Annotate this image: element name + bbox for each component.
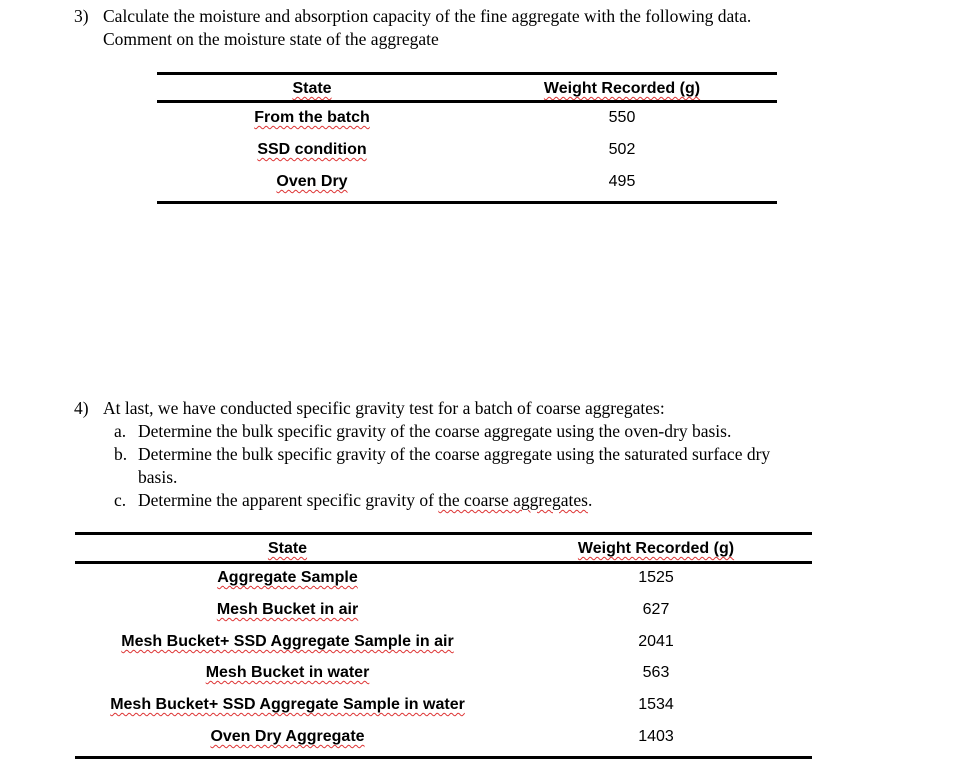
q4-part-letter: a. bbox=[114, 421, 127, 441]
q4-part-text: Determine the bulk specific gravity of the coarse aggregate using the saturated surface dry bbox=[138, 444, 771, 464]
table-row-weight: 627 bbox=[642, 601, 670, 618]
q3-text-line2: Comment on the moisture state of the aggregate bbox=[103, 29, 439, 49]
table-row-weight: 550 bbox=[608, 109, 636, 126]
table-row-weight: 502 bbox=[608, 141, 636, 158]
table-row-weight: 1525 bbox=[638, 569, 674, 586]
table-row-state: From the batch bbox=[254, 109, 370, 126]
q3-text-line1: Calculate the moisture and absorption capacity of the fine aggregate with the following data. bbox=[103, 6, 752, 26]
table-row-weight: 1403 bbox=[638, 728, 674, 745]
table-row-state: Mesh Bucket in air bbox=[216, 601, 359, 618]
table-header-state: State bbox=[267, 540, 308, 557]
table-row-weight: 1534 bbox=[638, 696, 674, 713]
table-row-state: Mesh Bucket+ SSD Aggregate Sample in air bbox=[121, 633, 454, 650]
table-bottom-rule bbox=[157, 201, 777, 204]
q4-intro: At last, we have conducted specific gravity test for a batch of coarse aggregates: bbox=[103, 398, 665, 418]
table-bottom-rule bbox=[75, 756, 812, 759]
q3-number: 3) bbox=[74, 6, 89, 26]
table-header-rule bbox=[75, 561, 812, 564]
table-header-state: State bbox=[292, 80, 332, 97]
table-header-weight: Weight Recorded (g) bbox=[543, 80, 701, 97]
q4-part-letter: c. bbox=[114, 490, 127, 510]
table-header-weight: Weight Recorded (g) bbox=[577, 540, 735, 557]
table-row-weight: 563 bbox=[642, 664, 670, 681]
table-row-state: Mesh Bucket in water bbox=[205, 664, 370, 681]
q4-number: 4) bbox=[74, 398, 89, 418]
q4-part-text: Determine the apparent specific gravity of the coarse aggregates. bbox=[138, 490, 593, 510]
table-row-state: Aggregate Sample bbox=[217, 569, 358, 586]
table-row-state: Oven Dry Aggregate bbox=[210, 728, 365, 745]
table-header-rule bbox=[157, 100, 777, 103]
table-row-weight: 495 bbox=[608, 173, 636, 190]
table-top-rule bbox=[157, 72, 777, 75]
q4-part-letter: b. bbox=[114, 444, 128, 464]
table-row-state: SSD condition bbox=[257, 141, 367, 158]
table-row-state: Mesh Bucket+ SSD Aggregate Sample in water bbox=[110, 696, 465, 713]
q4-part-text: Determine the bulk specific gravity of the coarse aggregate using the oven-dry basis. bbox=[138, 421, 732, 441]
q4-part-text-continued: basis. bbox=[138, 467, 178, 487]
table-row-weight: 2041 bbox=[638, 633, 674, 650]
table-top-rule bbox=[75, 532, 812, 535]
table-row-state: Oven Dry bbox=[276, 173, 348, 190]
